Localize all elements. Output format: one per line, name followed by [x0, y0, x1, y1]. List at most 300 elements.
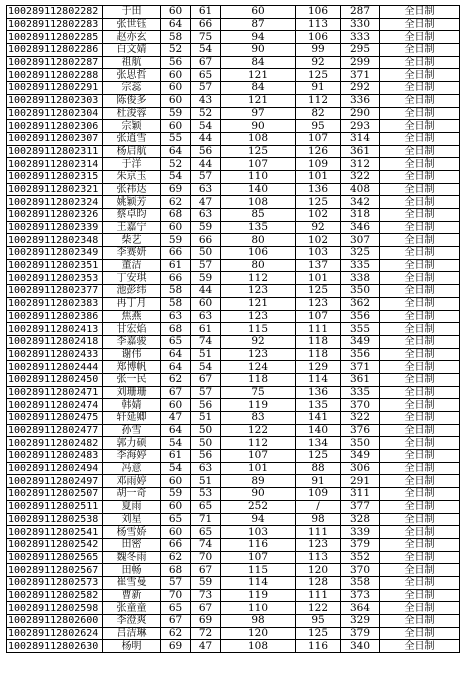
study-mode-cell: 全日制 — [380, 335, 460, 348]
exam-id-cell: 100289112802507 — [7, 488, 103, 501]
study-mode-cell: 全日制 — [380, 500, 460, 513]
foreign-language-score-cell: 59 — [191, 576, 221, 589]
total-score-cell: 379 — [341, 538, 380, 551]
exam-id-cell: 100289112802307 — [7, 132, 103, 145]
total-score-cell: 338 — [341, 272, 380, 285]
student-name-cell: 谢伟 — [103, 348, 161, 361]
politics-score-cell: 60 — [161, 475, 191, 488]
study-mode-cell: 全日制 — [380, 120, 460, 133]
study-mode-cell: 全日制 — [380, 640, 460, 653]
total-score-cell: 356 — [341, 310, 380, 323]
subject-two-score-cell: 109 — [296, 488, 341, 501]
politics-score-cell: 64 — [161, 361, 191, 374]
politics-score-cell: 56 — [161, 56, 191, 69]
politics-score-cell: 64 — [161, 18, 191, 31]
total-score-cell: 377 — [341, 500, 380, 513]
subject-one-score-cell: 119 — [221, 399, 296, 412]
subject-one-score-cell: 119 — [221, 589, 296, 602]
study-mode-cell: 全日制 — [380, 373, 460, 386]
subject-one-score-cell: 85 — [221, 209, 296, 222]
foreign-language-score-cell: 51 — [191, 475, 221, 488]
subject-one-score-cell: 125 — [221, 145, 296, 158]
student-name-cell: 轩延卿 — [103, 412, 161, 425]
total-score-cell: 295 — [341, 44, 380, 57]
study-mode-cell: 全日制 — [380, 462, 460, 475]
table-row — [7, 424, 460, 437]
subject-two-score-cell: 118 — [296, 348, 341, 361]
exam-id-cell: 100289112802321 — [7, 183, 103, 196]
subject-two-score-cell: 107 — [296, 132, 341, 145]
subject-two-score-cell: 136 — [296, 183, 341, 196]
politics-score-cell: 60 — [161, 82, 191, 95]
politics-score-cell: 67 — [161, 386, 191, 399]
study-mode-cell: 全日制 — [380, 31, 460, 44]
total-score-cell: 355 — [341, 323, 380, 336]
total-score-cell: 333 — [341, 31, 380, 44]
exam-id-cell: 100289112802351 — [7, 259, 103, 272]
table-row — [7, 513, 460, 526]
table-row — [7, 323, 460, 336]
foreign-language-score-cell: 66 — [191, 234, 221, 247]
table-row — [7, 56, 460, 69]
subject-two-score-cell: 120 — [296, 564, 341, 577]
study-mode-cell: 全日制 — [380, 183, 460, 196]
politics-score-cell: 64 — [161, 145, 191, 158]
table-row — [7, 285, 460, 298]
table-row — [7, 221, 460, 234]
student-name-cell: 李赛妍 — [103, 247, 161, 260]
subject-two-score-cell: 135 — [296, 399, 341, 412]
total-score-cell: 352 — [341, 551, 380, 564]
subject-one-score-cell: 108 — [221, 640, 296, 653]
exam-id-cell: 100289112802474 — [7, 399, 103, 412]
total-score-cell: 373 — [341, 589, 380, 602]
subject-two-score-cell: 125 — [296, 196, 341, 209]
subject-two-score-cell: 129 — [296, 361, 341, 374]
student-name-cell: 张逍雪 — [103, 132, 161, 145]
total-score-cell: 339 — [341, 526, 380, 539]
foreign-language-score-cell: 72 — [191, 627, 221, 640]
politics-score-cell: 59 — [161, 488, 191, 501]
subject-one-score-cell: 107 — [221, 450, 296, 463]
table-row — [7, 551, 460, 564]
politics-score-cell: 65 — [161, 602, 191, 615]
student-name-cell: 杨明 — [103, 640, 161, 653]
subject-one-score-cell: 120 — [221, 627, 296, 640]
politics-score-cell: 62 — [161, 627, 191, 640]
exam-id-cell: 100289112802348 — [7, 234, 103, 247]
total-score-cell: 292 — [341, 82, 380, 95]
total-score-cell: 361 — [341, 145, 380, 158]
study-mode-cell: 全日制 — [380, 44, 460, 57]
foreign-language-score-cell: 59 — [191, 221, 221, 234]
table-row — [7, 450, 460, 463]
total-score-cell: 370 — [341, 564, 380, 577]
table-row — [7, 602, 460, 615]
study-mode-cell: 全日制 — [380, 145, 460, 158]
student-name-cell: 韩婧 — [103, 399, 161, 412]
subject-one-score-cell: 87 — [221, 18, 296, 31]
table-row — [7, 500, 460, 513]
subject-one-score-cell: 123 — [221, 348, 296, 361]
subject-one-score-cell: 60 — [221, 6, 296, 19]
student-name-cell: 柴艺 — [103, 234, 161, 247]
total-score-cell: 356 — [341, 348, 380, 361]
exam-id-cell: 100289112802494 — [7, 462, 103, 475]
study-mode-cell: 全日制 — [380, 285, 460, 298]
subject-two-score-cell: / — [296, 500, 341, 513]
exam-id-cell: 100289112802339 — [7, 221, 103, 234]
politics-score-cell: 58 — [161, 297, 191, 310]
subject-one-score-cell: 110 — [221, 170, 296, 183]
student-name-cell: 宗蕊 — [103, 82, 161, 95]
subject-two-score-cell: 118 — [296, 335, 341, 348]
subject-one-score-cell: 124 — [221, 361, 296, 374]
subject-one-score-cell: 83 — [221, 412, 296, 425]
student-name-cell: 李嘉骏 — [103, 335, 161, 348]
study-mode-cell: 全日制 — [380, 399, 460, 412]
student-name-cell: 田密 — [103, 538, 161, 551]
table-row — [7, 462, 460, 475]
study-mode-cell: 全日制 — [380, 615, 460, 628]
foreign-language-score-cell: 56 — [191, 145, 221, 158]
subject-one-score-cell: 94 — [221, 513, 296, 526]
subject-two-score-cell: 107 — [296, 310, 341, 323]
exam-id-cell: 100289112802288 — [7, 69, 103, 82]
foreign-language-score-cell: 67 — [191, 564, 221, 577]
student-name-cell: 杨启航 — [103, 145, 161, 158]
foreign-language-score-cell: 71 — [191, 513, 221, 526]
table-row — [7, 373, 460, 386]
student-name-cell: 刘珊珊 — [103, 386, 161, 399]
politics-score-cell: 60 — [161, 94, 191, 107]
subject-two-score-cell: 106 — [296, 31, 341, 44]
student-name-cell: 陈俊多 — [103, 94, 161, 107]
subject-one-score-cell: 118 — [221, 373, 296, 386]
subject-two-score-cell: 140 — [296, 424, 341, 437]
student-name-cell: 冯意 — [103, 462, 161, 475]
table-row — [7, 615, 460, 628]
total-score-cell: 376 — [341, 424, 380, 437]
foreign-language-score-cell: 61 — [191, 6, 221, 19]
politics-score-cell: 64 — [161, 424, 191, 437]
table-row — [7, 6, 460, 19]
total-score-cell: 329 — [341, 615, 380, 628]
exam-id-cell: 100289112802283 — [7, 18, 103, 31]
table-row — [7, 44, 460, 57]
table-row — [7, 209, 460, 222]
exam-id-cell: 100289112802304 — [7, 107, 103, 120]
subject-two-score-cell: 109 — [296, 158, 341, 171]
total-score-cell: 322 — [341, 412, 380, 425]
subject-one-score-cell: 123 — [221, 285, 296, 298]
subject-two-score-cell: 101 — [296, 272, 341, 285]
politics-score-cell: 68 — [161, 323, 191, 336]
subject-one-score-cell: 115 — [221, 564, 296, 577]
total-score-cell: 293 — [341, 120, 380, 133]
total-score-cell: 335 — [341, 259, 380, 272]
total-score-cell: 299 — [341, 56, 380, 69]
table-row — [7, 576, 460, 589]
foreign-language-score-cell: 66 — [191, 18, 221, 31]
foreign-language-score-cell: 54 — [191, 44, 221, 57]
table-row — [7, 589, 460, 602]
study-mode-cell: 全日制 — [380, 551, 460, 564]
foreign-language-score-cell: 65 — [191, 526, 221, 539]
subject-two-score-cell: 106 — [296, 6, 341, 19]
total-score-cell: 322 — [341, 170, 380, 183]
total-score-cell: 336 — [341, 94, 380, 107]
study-mode-cell: 全日制 — [380, 564, 460, 577]
subject-two-score-cell: 102 — [296, 209, 341, 222]
student-name-cell: 杜浚蓉 — [103, 107, 161, 120]
subject-one-score-cell: 90 — [221, 120, 296, 133]
politics-score-cell: 69 — [161, 640, 191, 653]
exam-id-cell: 100289112802383 — [7, 297, 103, 310]
foreign-language-score-cell: 59 — [191, 272, 221, 285]
table-body — [7, 6, 460, 653]
table-row — [7, 627, 460, 640]
exam-id-cell: 100289112802286 — [7, 44, 103, 57]
student-name-cell: 刘星 — [103, 513, 161, 526]
politics-score-cell: 67 — [161, 615, 191, 628]
table-row — [7, 272, 460, 285]
foreign-language-score-cell: 57 — [191, 170, 221, 183]
exam-id-cell: 100289112802483 — [7, 450, 103, 463]
study-mode-cell: 全日制 — [380, 272, 460, 285]
student-name-cell: 胡一奇 — [103, 488, 161, 501]
table-row — [7, 412, 460, 425]
subject-one-score-cell: 121 — [221, 94, 296, 107]
student-name-cell: 祖航 — [103, 56, 161, 69]
politics-score-cell: 54 — [161, 437, 191, 450]
student-name-cell: 白文婧 — [103, 44, 161, 57]
student-name-cell: 郭力硕 — [103, 437, 161, 450]
foreign-language-score-cell: 50 — [191, 424, 221, 437]
study-mode-cell: 全日制 — [380, 170, 460, 183]
study-mode-cell: 全日制 — [380, 627, 460, 640]
politics-score-cell: 61 — [161, 259, 191, 272]
foreign-language-score-cell: 61 — [191, 323, 221, 336]
subject-two-score-cell: 134 — [296, 437, 341, 450]
study-mode-cell: 全日制 — [380, 602, 460, 615]
table-row — [7, 335, 460, 348]
total-score-cell: 408 — [341, 183, 380, 196]
study-mode-cell: 全日制 — [380, 323, 460, 336]
total-score-cell: 362 — [341, 297, 380, 310]
study-mode-cell: 全日制 — [380, 576, 460, 589]
exam-id-cell: 100289112802444 — [7, 361, 103, 374]
exam-id-cell: 100289112802475 — [7, 412, 103, 425]
subject-one-score-cell: 108 — [221, 196, 296, 209]
politics-score-cell: 60 — [161, 221, 191, 234]
exam-id-cell: 100289112802497 — [7, 475, 103, 488]
politics-score-cell: 66 — [161, 247, 191, 260]
subject-two-score-cell: 113 — [296, 551, 341, 564]
politics-score-cell: 60 — [161, 399, 191, 412]
subject-one-score-cell: 121 — [221, 69, 296, 82]
politics-score-cell: 69 — [161, 183, 191, 196]
table-row — [7, 310, 460, 323]
politics-score-cell: 60 — [161, 6, 191, 19]
politics-score-cell: 64 — [161, 348, 191, 361]
foreign-language-score-cell: 44 — [191, 132, 221, 145]
foreign-language-score-cell: 54 — [191, 120, 221, 133]
politics-score-cell: 68 — [161, 209, 191, 222]
total-score-cell: 287 — [341, 6, 380, 19]
student-name-cell: 甘宏焰 — [103, 323, 161, 336]
student-name-cell: 田畅 — [103, 564, 161, 577]
total-score-cell: 350 — [341, 285, 380, 298]
table-row — [7, 361, 460, 374]
student-name-cell: 于田 — [103, 6, 161, 19]
subject-one-score-cell: 101 — [221, 462, 296, 475]
student-name-cell: 丁安琪 — [103, 272, 161, 285]
study-mode-cell: 全日制 — [380, 158, 460, 171]
subject-one-score-cell: 123 — [221, 310, 296, 323]
subject-two-score-cell: 98 — [296, 513, 341, 526]
subject-one-score-cell: 98 — [221, 615, 296, 628]
foreign-language-score-cell: 75 — [191, 31, 221, 44]
subject-two-score-cell: 91 — [296, 82, 341, 95]
table-row — [7, 259, 460, 272]
politics-score-cell: 58 — [161, 285, 191, 298]
table-row — [7, 526, 460, 539]
total-score-cell: 291 — [341, 475, 380, 488]
study-mode-cell: 全日制 — [380, 18, 460, 31]
subject-one-score-cell: 252 — [221, 500, 296, 513]
study-mode-cell: 全日制 — [380, 450, 460, 463]
politics-score-cell: 59 — [161, 107, 191, 120]
subject-one-score-cell: 107 — [221, 158, 296, 171]
foreign-language-score-cell: 50 — [191, 437, 221, 450]
study-mode-cell: 全日制 — [380, 69, 460, 82]
table-row — [7, 386, 460, 399]
subject-one-score-cell: 110 — [221, 602, 296, 615]
politics-score-cell: 60 — [161, 120, 191, 133]
politics-score-cell: 52 — [161, 44, 191, 57]
study-mode-cell: 全日制 — [380, 56, 460, 69]
subject-two-score-cell: 111 — [296, 589, 341, 602]
foreign-language-score-cell: 47 — [191, 196, 221, 209]
foreign-language-score-cell: 57 — [191, 386, 221, 399]
politics-score-cell: 65 — [161, 335, 191, 348]
exam-id-cell: 100289112802565 — [7, 551, 103, 564]
subject-two-score-cell: 128 — [296, 576, 341, 589]
subject-one-score-cell: 108 — [221, 132, 296, 145]
student-name-cell: 王嘉宁 — [103, 221, 161, 234]
exam-id-cell: 100289112802630 — [7, 640, 103, 653]
foreign-language-score-cell: 63 — [191, 462, 221, 475]
subject-two-score-cell: 111 — [296, 323, 341, 336]
subject-one-score-cell: 103 — [221, 526, 296, 539]
foreign-language-score-cell: 50 — [191, 247, 221, 260]
table-row — [7, 120, 460, 133]
subject-two-score-cell: 141 — [296, 412, 341, 425]
total-score-cell: 306 — [341, 462, 380, 475]
foreign-language-score-cell: 63 — [191, 310, 221, 323]
student-name-cell: 夏雨 — [103, 500, 161, 513]
subject-two-score-cell: 137 — [296, 259, 341, 272]
table-row — [7, 247, 460, 260]
politics-score-cell: 62 — [161, 551, 191, 564]
exam-id-cell: 100289112802413 — [7, 323, 103, 336]
subject-two-score-cell: 116 — [296, 640, 341, 653]
total-score-cell: 314 — [341, 132, 380, 145]
study-mode-cell: 全日制 — [380, 221, 460, 234]
foreign-language-score-cell: 57 — [191, 82, 221, 95]
student-name-cell: 李澄爽 — [103, 615, 161, 628]
table-row — [7, 196, 460, 209]
student-name-cell: 姚颖芳 — [103, 196, 161, 209]
study-mode-cell: 全日制 — [380, 348, 460, 361]
exam-id-cell: 100289112802600 — [7, 615, 103, 628]
total-score-cell: 328 — [341, 513, 380, 526]
foreign-language-score-cell: 67 — [191, 373, 221, 386]
subject-one-score-cell: 121 — [221, 297, 296, 310]
student-name-cell: 冉丁月 — [103, 297, 161, 310]
subject-two-score-cell: 123 — [296, 297, 341, 310]
total-score-cell: 379 — [341, 627, 380, 640]
subject-two-score-cell: 82 — [296, 107, 341, 120]
exam-id-cell: 100289112802624 — [7, 627, 103, 640]
subject-two-score-cell: 122 — [296, 602, 341, 615]
foreign-language-score-cell: 57 — [191, 259, 221, 272]
exam-id-cell: 100289112802285 — [7, 31, 103, 44]
foreign-language-score-cell: 56 — [191, 399, 221, 412]
exam-id-cell: 100289112802433 — [7, 348, 103, 361]
table-row — [7, 348, 460, 361]
total-score-cell: 361 — [341, 373, 380, 386]
politics-score-cell: 62 — [161, 373, 191, 386]
foreign-language-score-cell: 74 — [191, 335, 221, 348]
student-name-cell: 李海婷 — [103, 450, 161, 463]
total-score-cell: 370 — [341, 399, 380, 412]
subject-two-score-cell: 102 — [296, 234, 341, 247]
study-mode-cell: 全日制 — [380, 234, 460, 247]
table-row — [7, 132, 460, 145]
politics-score-cell: 60 — [161, 69, 191, 82]
total-score-cell: 311 — [341, 488, 380, 501]
politics-score-cell: 66 — [161, 538, 191, 551]
table-row — [7, 297, 460, 310]
total-score-cell: 349 — [341, 450, 380, 463]
politics-score-cell: 60 — [161, 526, 191, 539]
student-name-cell: 张一民 — [103, 373, 161, 386]
foreign-language-score-cell: 67 — [191, 602, 221, 615]
exam-id-cell: 100289112802598 — [7, 602, 103, 615]
total-score-cell: 371 — [341, 361, 380, 374]
politics-score-cell: 63 — [161, 310, 191, 323]
study-mode-cell: 全日制 — [380, 247, 460, 260]
subject-one-score-cell: 112 — [221, 272, 296, 285]
study-mode-cell: 全日制 — [380, 424, 460, 437]
total-score-cell: 330 — [341, 18, 380, 31]
student-name-cell: 于洋 — [103, 158, 161, 171]
subject-one-score-cell: 112 — [221, 437, 296, 450]
study-mode-cell: 全日制 — [380, 132, 460, 145]
politics-score-cell: 59 — [161, 234, 191, 247]
subject-two-score-cell: 92 — [296, 221, 341, 234]
exam-id-cell: 100289112802287 — [7, 56, 103, 69]
exam-id-cell: 100289112802471 — [7, 386, 103, 399]
subject-two-score-cell: 95 — [296, 615, 341, 628]
exam-id-cell: 100289112802349 — [7, 247, 103, 260]
exam-id-cell: 100289112802324 — [7, 196, 103, 209]
student-name-cell: 郑博帆 — [103, 361, 161, 374]
table-row — [7, 158, 460, 171]
exam-id-cell: 100289112802450 — [7, 373, 103, 386]
